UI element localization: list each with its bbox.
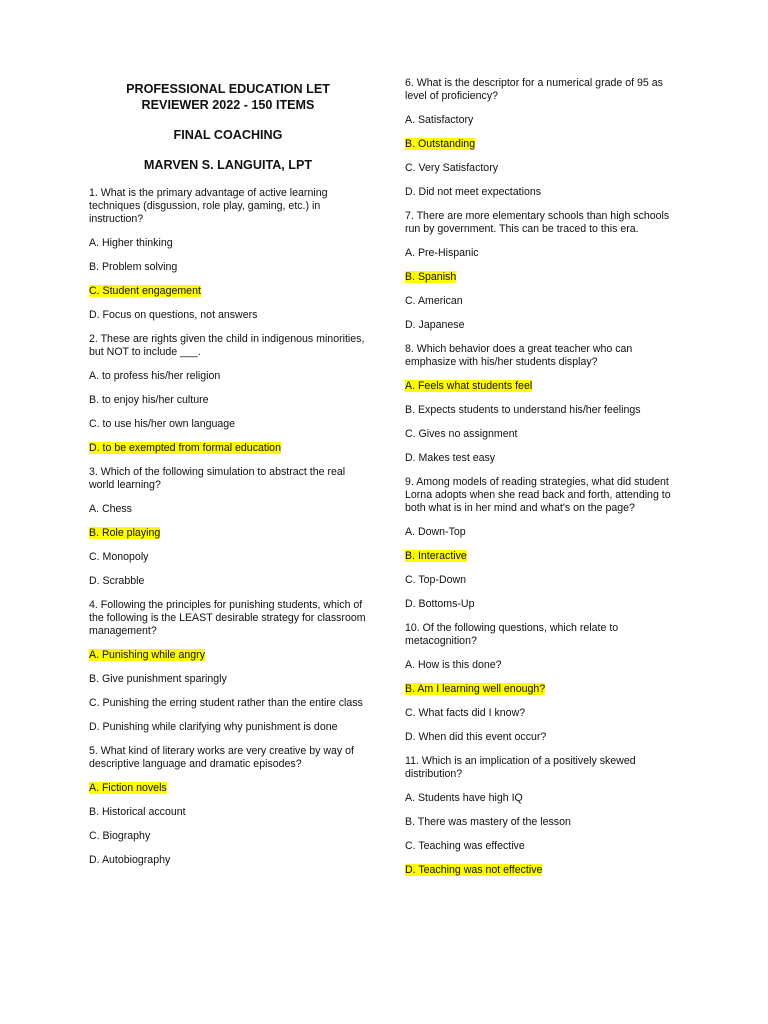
answer-option-correct [405,864,685,877]
option-label: B. There was mastery of the lesson [405,816,571,828]
right-question-list [405,77,685,877]
answer-option [405,295,685,308]
answer-option-correct [89,442,367,455]
answer-option-correct [405,380,685,393]
question-text: 4. Following the principles for punishing students, which of the following is the LEAST desirable strategy for classroom management? [89,599,366,637]
answer-option [89,806,367,819]
question-block [89,466,367,588]
option-label: C. American [405,295,463,307]
answer-option [405,731,685,744]
option-label: A. Higher thinking [89,237,173,249]
question-block [405,476,685,611]
option-label: B. Outstanding [405,138,476,150]
option-label: A. Punishing while angry [89,649,206,661]
answer-option [405,526,685,539]
answer-option [405,247,685,260]
option-label: A. Down-Top [405,526,466,538]
question-text: 3. Which of the following simulation to abstract the real world learning? [89,466,346,491]
option-label: D. Did not meet expectations [405,186,542,198]
question-text: 1. What is the primary advantage of active learning techniques (disgussion, role play, gaming, etc.) in instruction? [89,187,328,225]
answer-option [405,428,685,441]
option-label: D. When did this event occur? [405,731,547,743]
answer-option [89,551,367,564]
option-label: D. Scrabble [89,575,145,587]
answer-option-correct [405,550,685,563]
question-block [405,622,685,744]
answer-option [89,575,367,588]
option-label: A. Satisfactory [405,114,474,126]
answer-option [405,816,685,829]
option-label: A. Feels what students feel [405,380,533,392]
answer-option [405,598,685,611]
question-block [89,187,367,322]
answer-option [405,162,685,175]
option-label: C. Teaching was effective [405,840,525,852]
answer-option [89,370,367,383]
answer-option [405,574,685,587]
option-label: D. Focus on questions, not answers [89,309,258,321]
option-label: B. to enjoy his/her culture [89,394,209,406]
answer-option [405,840,685,853]
answer-option [89,394,367,407]
option-label: A. to profess his/her religion [89,370,221,382]
answer-option [89,830,367,843]
option-label: B. Problem solving [89,261,178,273]
option-label: C. Biography [89,830,151,842]
answer-option-correct [405,683,685,696]
answer-option [89,673,367,686]
answer-option [405,114,685,127]
answer-option [89,309,367,322]
answer-option [89,261,367,274]
answer-option-correct [89,782,367,795]
answer-option [405,186,685,199]
question-block [405,343,685,465]
question-text: 2. These are rights given the child in indigenous minorities, but NOT to include ___. [89,333,365,358]
option-label: B. Am I learning well enough? [405,683,546,695]
answer-option-correct [89,527,367,540]
question-text: 8. Which behavior does a great teacher who can emphasize with his/her students display? [405,343,633,368]
option-label: D. Makes test easy [405,452,496,464]
answer-option-correct [405,271,685,284]
answer-option [89,237,367,250]
question-text: 11. Which is an implication of a positively skewed distribution? [405,755,636,780]
option-label: D. Teaching was not effective [405,864,543,876]
question-block [405,755,685,877]
option-label: A. Fiction novels [89,782,167,794]
answer-option-correct [89,285,367,298]
option-label: D. Punishing while clarifying why punishment is done [89,721,338,733]
answer-option [89,418,367,431]
question-block [405,210,685,332]
question-block [405,77,685,199]
option-label: B. Spanish [405,271,457,283]
option-label: D. Japanese [405,319,465,331]
document-subtitle: FINAL COACHING [173,128,283,142]
option-label: C. Gives no assignment [405,428,518,440]
question-block [89,333,367,455]
option-label: B. Interactive [405,550,467,562]
answer-option-correct [405,138,685,151]
answer-option [89,721,367,734]
answer-option [405,792,685,805]
option-label: D. to be exempted from formal education [89,442,281,454]
option-label: B. Give punishment sparingly [89,673,227,685]
document-title [89,81,367,113]
question-text: 7. There are more elementary schools than high schools run by government. This can be traced to this era. [405,210,670,235]
option-label: C. Student engagement [89,285,201,297]
answer-option [89,854,367,867]
question-text: 9. Among models of reading strategies, what did student Lorna adopts when she read back and forth, attending to both what is in her mind and what's on the page? [405,476,671,514]
answer-option [89,697,367,710]
left-question-list [89,187,367,867]
answer-option-correct [89,649,367,662]
option-label: C. Top-Down [405,574,467,586]
option-label: D. Autobiography [89,854,171,866]
option-label: C. Punishing the erring student rather than the entire class [89,697,363,709]
question-text: 6. What is the descriptor for a numerical grade of 95 as level of proficiency? [405,77,663,102]
option-label: A. Chess [89,503,132,515]
option-label: A. Students have high IQ [405,792,523,804]
option-label: B. Expects students to understand his/her feelings [405,404,641,416]
answer-option [405,404,685,417]
question-text: 10. Of the following questions, which relate to metacognition? [405,622,619,647]
question-block [89,599,367,734]
answer-option [405,707,685,720]
option-label: C. What facts did I know? [405,707,526,719]
answer-option [405,659,685,672]
option-label: C. Very Satisfactory [405,162,499,174]
option-label: B. Role playing [89,527,161,539]
question-block [89,745,367,867]
title-line-2: REVIEWER 2022 - 150 ITEMS [141,98,315,112]
option-label: A. Pre-Hispanic [405,247,479,259]
title-line-1: PROFESSIONAL EDUCATION LET [126,82,330,96]
option-label: C. Monopoly [89,551,149,563]
option-label: A. How is this done? [405,659,502,671]
answer-option [405,319,685,332]
answer-option [89,503,367,516]
option-label: B. Historical account [89,806,186,818]
right-column [405,0,685,877]
document-author: MARVEN S. LANGUITA, LPT [143,158,313,172]
answer-option [405,452,685,465]
question-text: 5. What kind of literary works are very creative by way of descriptive language and dramatic episodes? [89,745,354,770]
option-label: D. Bottoms-Up [405,598,475,610]
left-column [89,0,367,867]
option-label: C. to use his/her own language [89,418,236,430]
